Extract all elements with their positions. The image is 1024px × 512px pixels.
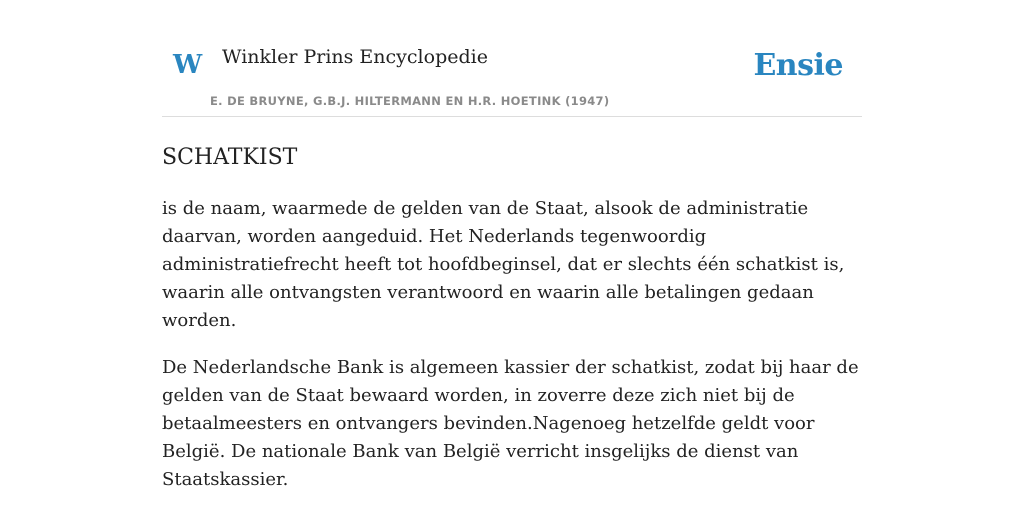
book-title-link[interactable]: Winkler Prins Encyclopedie (222, 46, 488, 68)
book-header (162, 0, 862, 117)
book-authors: E. DE BRUYNE, G.B.J. HILTERMANN EN H.R. HOETINK (1947) (210, 94, 610, 108)
book-logo[interactable]: W (173, 50, 203, 80)
article-paragraph: De Nederlandsche Bank is algemeen kassier der schatkist, zodat bij haar de gelden van de Staat bewaard worden, in zoverre deze zich niet bij de betaalmeesters en ontvangers bevinden.Nagenoeg hetzelfde geldt voor België. De nationale Bank van België verricht insgelijks de dienst van Staatskassier. (162, 357, 859, 491)
article-title: SCHATKIST (162, 145, 298, 170)
ensie-logo[interactable]: Ensie (753, 48, 843, 83)
page-container (162, 0, 862, 494)
article-paragraph: is de naam, waarmede de gelden van de Staat, alsook de administratie daarvan, worden aangeduid. Het Nederlands tegenwoordig administratiefrecht heeft tot hoofdbeginsel, dat er slechts één schatkist is, waarin alle ontvangsten verantwoord en waarin alle betalingen gedaan worden. (162, 198, 845, 332)
